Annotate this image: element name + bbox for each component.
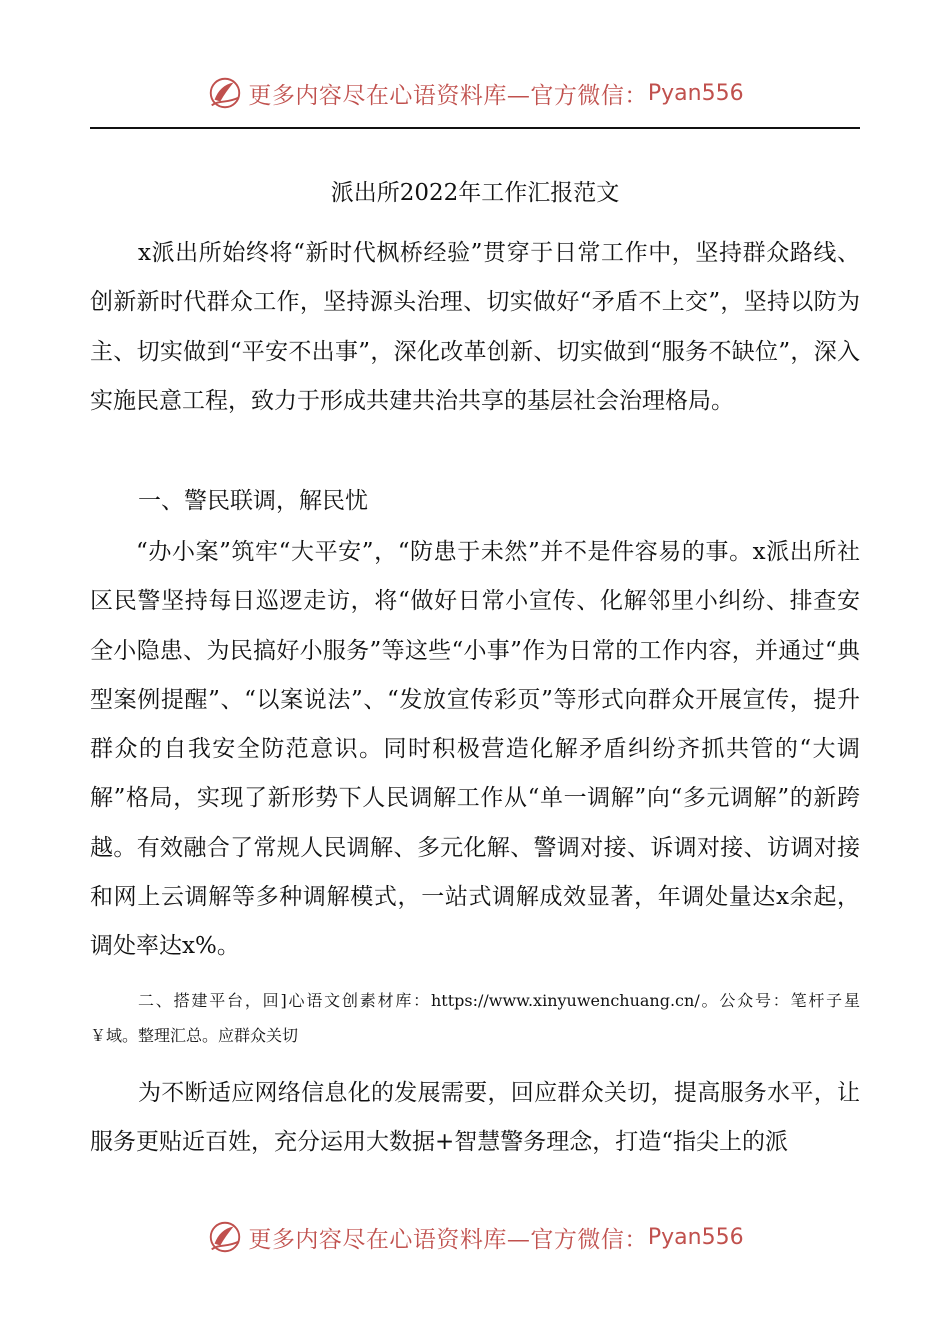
document-title: 派出所2022年工作汇报范文 <box>330 180 620 206</box>
pen-signature-logo-icon <box>206 1218 244 1256</box>
footer-wechat-id: Pyan556 <box>647 1224 744 1250</box>
header-divider <box>90 127 860 129</box>
intro-paragraph: x派出所始终将“新时代枫桥经验”贯穿于日常工作中，坚持群众路线、创新新时代群众工作，坚持源头治理、切实做好“矛盾不上交”，坚持以防为主、切实做到“平安不出事”，深化改革创新、切实做到“服务不缺位”，深入实施民意工程，致力于形成共建共治共享的基层社会治理格局。 <box>90 240 860 414</box>
section-heading-1: 一、警民联调，解民忧 <box>138 488 368 514</box>
section-1-paragraph: “办小案”筑牢“大平安”，“防患于未然”并不是件容易的事。x派出所社区民警坚持每日巡逻走访，将“做好日常小宣传、化解邻里小纠纷、排查安全小隐患、为民搞好小服务”等这些“小事”作为日常的工作内容，并通过“典型案例提醒”、“以案说法”、“发放宣传彩页”等形式向群众开展宣传，提升群众的自我安全防范意识。同时积极营造化解矛盾纠纷齐抓共管的“大调解”格局，实现了新形势下人民调解工作从“单一调解”向“多元调解”的新跨越。有效融合了常规人民调解、多元化解、警调对接、诉调对接、访调对接和网上云调解等多种调解模式，一站式调解成效显著，年调处量达x余起，调处率达x%。 <box>90 539 860 960</box>
section-heading-2: 二、搭建平台，回]心语文创素材库：https://www.xinyuwenchuang.cn/。公众号：笔杆子星￥域。整理汇总。应群众关切 <box>90 991 860 1045</box>
header-banner <box>0 68 950 118</box>
wechat-id: Pyan556 <box>647 80 744 106</box>
footer-banner <box>0 1212 950 1262</box>
banner-text: 更多内容尽在心语资料库—官方微信： <box>248 82 648 109</box>
footer-banner-text: 更多内容尽在心语资料库—官方微信： <box>248 1226 648 1253</box>
pen-signature-logo-icon <box>206 74 244 112</box>
section-2-paragraph: 为不断适应网络信息化的发展需要，回应群众关切，提高服务水平，让服务更贴近百姓，充分运用大数据+智慧警务理念，打造“指尖上的派 <box>90 1080 860 1156</box>
